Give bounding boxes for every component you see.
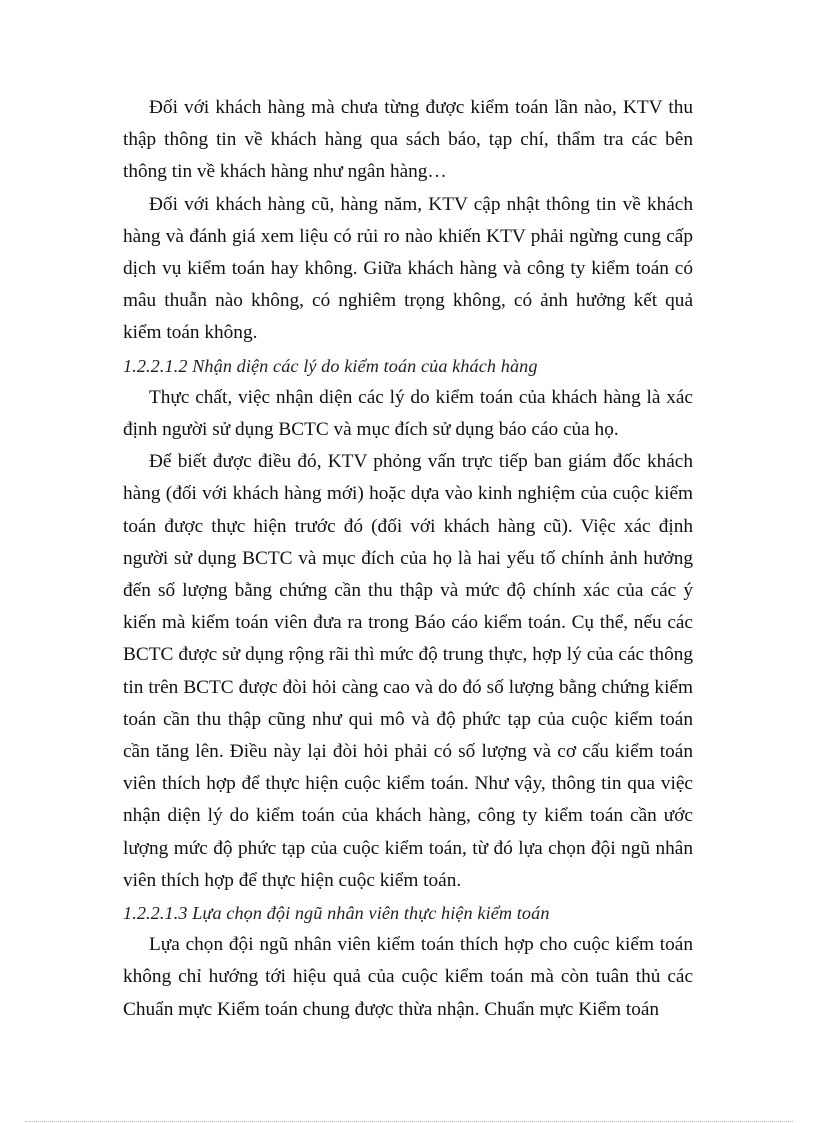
paragraph-staff-selection: Lựa chọn đội ngũ nhân viên kiểm toán thích hợp cho cuộc kiểm toán không chỉ hướng tới hiệu quả của cuộc kiểm toán mà còn tuân thủ các Chuẩn mực Kiểm toán chung được thừa nhận. Chuẩn mực Kiểm toán bbox=[123, 934, 693, 1020]
paragraph-existing-client-update: Đối với khách hàng cũ, hàng năm, KTV cập nhật thông tin về khách hàng và đánh giá xem liệu có rủi ro nào khiến KTV phải ngừng cung cấp dịch vụ kiểm toán hay không. Giữa khách hàng và công ty kiểm toán có mâu thuẫn nào không, có nghiêm trọng không, có ảnh hưởng kết quả kiểm toán không. bbox=[123, 193, 693, 344]
document-page bbox=[123, 92, 693, 1026]
paragraph-audit-reasons-detail: Để biết được điều đó, KTV phỏng vấn trực tiếp ban giám đốc khách hàng (đối với khách hàng mới) hoặc dựa vào kinh nghiệm của cuộc kiểm toán được thực hiện trước đó (đối với khách hàng cũ). Việc xác định người sử dụng BCTC và mục đích của họ là hai yếu tố chính ảnh hưởng đến số lượng bằng chứng cần thu thập và mức độ chính xác của các ý kiến mà kiểm toán viên đưa ra trong Báo cáo kiểm toán. Cụ thể, nếu các BCTC được sử dụng rộng rãi thì mức độ trung thực, hợp lý của các thông tin trên BCTC được đòi hỏi càng cao và do đó số lượng bằng chứng kiểm toán cần thu thập cũng như qui mô và độ phức tạp của cuộc kiểm toán cần tăng lên. Điều này lại đòi hỏi phải có số lượng và cơ cấu kiểm toán viên thích hợp để thực hiện cuộc kiểm toán. Như vậy, thông tin qua việc nhận diện lý do kiểm toán của khách hàng, công ty kiểm toán cần ước lượng mức độ phức tạp của cuộc kiểm toán, từ đó lựa chọn đội ngũ nhân viên thích hợp để thực hiện cuộc kiểm toán. bbox=[123, 451, 693, 891]
paragraph-new-client-info: Đối với khách hàng mà chưa từng được kiểm toán lần nào, KTV thu thập thông tin về khách hàng qua sách báo, tạp chí, thẩm tra các bên thông tin về khách hàng như ngân hàng… bbox=[123, 97, 693, 183]
paragraph-audit-reasons-essence: Thực chất, việc nhận diện các lý do kiểm toán của khách hàng là xác định người sử dụng BCTC và mục đích sử dụng báo cáo của họ. bbox=[123, 386, 693, 441]
section-heading-1-2-2-1-2: 1.2.2.1.2 Nhận diện các lý do kiểm toán của khách hàng bbox=[123, 355, 538, 376]
section-heading-1-2-2-1-3: 1.2.2.1.3 Lựa chọn đội ngũ nhân viên thực hiện kiểm toán bbox=[123, 903, 550, 924]
page-bottom-dotted-rule bbox=[25, 1121, 793, 1122]
